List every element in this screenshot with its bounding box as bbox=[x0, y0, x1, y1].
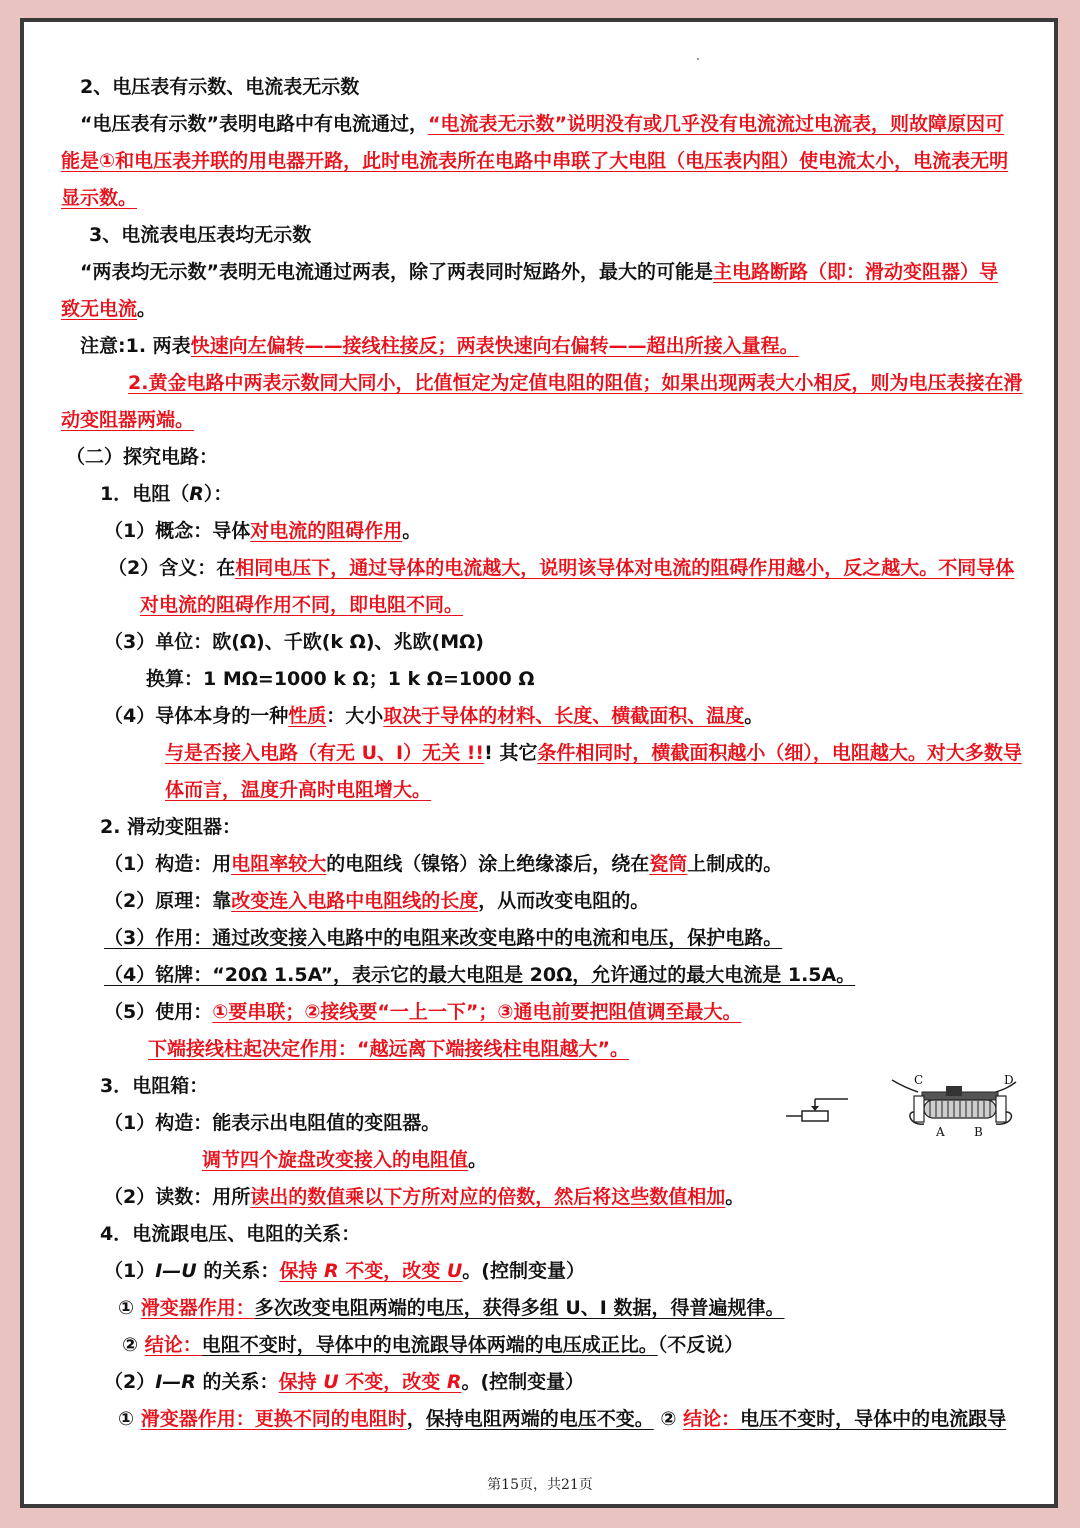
text-segment: 能是①和电压表并联的用电器开路，此时电流表所在电路中串联了大电阻（电压表内阻）使电流太小，电流表无明 bbox=[61, 150, 1009, 172]
text-segment: 多次改变电阻两端的电压，获得多组 U、I 数据，得普遍规律。 bbox=[254, 1297, 785, 1319]
text-segment: 。(控制变量） bbox=[462, 1260, 585, 1282]
text-segment: 3．电阻箱： bbox=[100, 1075, 209, 1097]
text-segment: 2、电压表有示数、电流表无示数 bbox=[80, 76, 360, 98]
text-segment: 体而言，温度升高时电阻增大。 bbox=[165, 779, 432, 801]
text-segment: 。(控制变量） bbox=[461, 1371, 585, 1393]
text-segment: 结论： bbox=[144, 1334, 202, 1356]
text-segment: 致无电流 bbox=[61, 298, 138, 320]
text-segment: 电压不变时，导体中的电流跟导 bbox=[740, 1408, 1007, 1430]
text-segment: I—U bbox=[155, 1260, 197, 1282]
text-segment: ， bbox=[406, 1408, 426, 1430]
text-line bbox=[61, 407, 194, 433]
text-segment: 不变，改变 bbox=[338, 1260, 447, 1282]
text-segment: （2）原理：靠 bbox=[104, 890, 232, 912]
text-line bbox=[100, 1073, 208, 1099]
text-line bbox=[140, 592, 463, 618]
text-segment: 。 bbox=[744, 705, 764, 727]
text-segment: 。 bbox=[468, 1149, 488, 1171]
text-segment: （2） bbox=[104, 1371, 156, 1393]
text-segment: 性质 bbox=[288, 705, 327, 727]
text-segment: 电阻不变时，导体中的电流跟导体两端的电压成正比。 bbox=[201, 1334, 658, 1356]
text-segment: （二）探究电路： bbox=[66, 446, 219, 468]
text-line bbox=[146, 666, 535, 692]
text-segment: ）： bbox=[203, 483, 233, 505]
text-line bbox=[80, 333, 799, 359]
text-segment: 滑变器作用： bbox=[140, 1297, 255, 1319]
text-line bbox=[104, 1369, 584, 1395]
text-segment: R bbox=[323, 1260, 339, 1282]
text-line bbox=[128, 370, 1022, 396]
text-segment: 对电流的阻碍作用 bbox=[250, 520, 403, 542]
sliding-rheostat-figure bbox=[884, 1072, 1024, 1144]
text-segment: 。 bbox=[402, 520, 422, 542]
text-segment: “电流表无示数”说明没有或几乎没有电流流过电流表，则故障原因可 bbox=[427, 113, 1004, 135]
text-segment: R bbox=[446, 1371, 462, 1393]
text-segment: ，从而改变电阻的。 bbox=[478, 890, 650, 912]
text-segment: 保持电阻两端的电压不变。 bbox=[425, 1408, 654, 1430]
text-segment: 条件相同时，横截面积越小（细），电阻越大。对大多数导 bbox=[537, 742, 1022, 764]
text-line bbox=[100, 481, 232, 507]
text-segment: 保持 bbox=[278, 1371, 324, 1393]
label-d: D bbox=[1004, 1073, 1014, 1087]
text-segment: 快速向左偏转——接线柱接反；两表快速向右偏转——超出所接入量程。 bbox=[190, 335, 799, 357]
text-segment: （1）概念：导体 bbox=[104, 520, 251, 542]
text-line bbox=[100, 814, 241, 840]
text-line bbox=[66, 444, 218, 470]
text-segment: “电压表有示数”表明电路中有电流通过， bbox=[80, 113, 428, 135]
speck bbox=[697, 58, 699, 60]
text-segment: 上制成的。 bbox=[687, 853, 783, 875]
text-segment: R bbox=[189, 483, 204, 505]
text-segment: 读出的数值乘以下方所对应的倍数，然后将这些数值相加 bbox=[250, 1186, 726, 1208]
text-line bbox=[104, 888, 649, 914]
text-line bbox=[118, 1295, 784, 1321]
text-segment: 换算：1 MΩ=1000 k Ω；1 k Ω=1000 Ω bbox=[146, 668, 535, 690]
text-segment: 2. 滑动变阻器： bbox=[100, 816, 242, 838]
text-line bbox=[108, 555, 1014, 581]
text-segment: 调节四个旋盘改变接入的电阻值 bbox=[202, 1149, 469, 1171]
label-a: A bbox=[936, 1125, 945, 1139]
text-segment: （不反说） bbox=[657, 1334, 744, 1356]
text-line bbox=[104, 851, 782, 877]
text-segment: 2.黄金电路中两表示数同大同小，比值恒定为定值电阻的阻值；如果出现两表大小相反，则为电压表接在滑 bbox=[128, 372, 1023, 394]
text-segment: U bbox=[446, 1260, 463, 1282]
text-segment: （1） bbox=[104, 1260, 156, 1282]
text-segment: 3、电流表电压表均无示数 bbox=[89, 224, 312, 246]
text-segment: 主电路断路（即：滑动变阻器）导 bbox=[712, 261, 998, 283]
text-segment: I—R bbox=[155, 1371, 196, 1393]
page-footer: 第15页，共21页 bbox=[487, 1477, 593, 1493]
text-line bbox=[122, 1332, 743, 1358]
text-line bbox=[104, 962, 855, 988]
text-segment: 。 bbox=[725, 1186, 745, 1208]
text-segment: ：大小 bbox=[326, 705, 384, 727]
text-segment: 的关系： bbox=[195, 1371, 279, 1393]
text-segment: 。 bbox=[137, 298, 157, 320]
text-line bbox=[202, 1147, 487, 1173]
text-segment: 注意:1. 两表 bbox=[80, 335, 191, 357]
label-c: C bbox=[914, 1073, 924, 1087]
text-segment: （1）构造：能表示出电阻值的变阻器。 bbox=[104, 1112, 441, 1134]
text-line bbox=[104, 925, 782, 951]
text-segment: （4）导体本身的一种 bbox=[104, 705, 289, 727]
text-segment: U bbox=[323, 1371, 339, 1393]
text-segment: （2）含义：在 bbox=[108, 557, 236, 579]
text-segment: （5）使用： bbox=[104, 1001, 213, 1023]
text-line bbox=[104, 703, 763, 729]
text-segment: 取决于导体的材料、长度、横截面积、温度 bbox=[383, 705, 745, 727]
text-segment: 相同电压下，通过导体的电流越大，说明该导体对电流的阻碍作用越小，反之越大。不同导体 bbox=[235, 557, 1015, 579]
text-line bbox=[104, 518, 421, 544]
text-segment: （3）单位：欧(Ω)、千欧(k Ω)、兆欧(MΩ) bbox=[104, 631, 484, 653]
text-line bbox=[104, 999, 741, 1025]
text-segment: 下端接线柱起决定作用：“越远离下端接线柱电阻越大”。 bbox=[148, 1038, 629, 1060]
text-line bbox=[80, 74, 359, 100]
text-line bbox=[61, 296, 156, 322]
text-segment: 结论： bbox=[683, 1408, 741, 1430]
rheostat-symbol-icon bbox=[782, 1094, 854, 1130]
text-segment: ① bbox=[118, 1408, 141, 1430]
text-line bbox=[104, 1110, 440, 1136]
text-segment: 的关系： bbox=[196, 1260, 280, 1282]
text-line bbox=[61, 185, 137, 211]
text-segment: ② bbox=[653, 1408, 684, 1430]
text-segment: 电阻率较大 bbox=[231, 853, 327, 875]
text-line bbox=[61, 148, 1008, 174]
text-segment: 显示数。 bbox=[61, 187, 138, 209]
text-line bbox=[148, 1036, 629, 1062]
text-segment: （1）构造：用 bbox=[104, 853, 232, 875]
text-segment: ① bbox=[118, 1297, 141, 1319]
text-line bbox=[165, 777, 431, 803]
text-segment: 的电阻线（镍铬）涂上绝缘漆后，绕在 bbox=[326, 853, 650, 875]
label-b: B bbox=[974, 1125, 983, 1139]
text-line bbox=[118, 1406, 1006, 1432]
text-segment: 改变连入电路中电阻线的长度 bbox=[231, 890, 479, 912]
text-segment: 对电流的阻碍作用不同，即电阻不同。 bbox=[140, 594, 464, 616]
text-line bbox=[165, 740, 1022, 766]
text-segment: （4）铭牌：“20Ω 1.5A”，表示它的最大电阻是 20Ω，允许通过的最大电流是 1.5A。 bbox=[104, 964, 856, 986]
text-line bbox=[104, 629, 484, 655]
text-segment: 4．电流跟电压、电阻的关系： bbox=[100, 1223, 361, 1245]
text-segment: “两表均无示数”表明无电流通过两表，除了两表同时短路外，最大的可能是 bbox=[80, 261, 713, 283]
text-segment: 滑变器作用：更换不同的电阻时 bbox=[140, 1408, 407, 1430]
text-line bbox=[104, 1258, 585, 1284]
text-segment: 瓷筒 bbox=[649, 853, 688, 875]
text-segment: ①要串联；②接线要“一上一下”；③通电前要把阻值调至最大。 bbox=[212, 1001, 742, 1023]
text-line bbox=[80, 111, 1004, 137]
text-line bbox=[104, 1184, 744, 1210]
text-segment: 动变阻器两端。 bbox=[61, 409, 195, 431]
text-segment: 与是否接入电路（有无 U、I）无关 !! bbox=[165, 742, 485, 764]
text-segment: ② bbox=[122, 1334, 145, 1356]
text-segment: （3）作用：通过改变接入电路中的电阻来改变电路中的电流和电压，保护电路。 bbox=[104, 927, 783, 949]
text-line bbox=[100, 1221, 360, 1247]
text-line bbox=[89, 222, 311, 248]
text-segment: 不变，改变 bbox=[338, 1371, 447, 1393]
text-segment: ! 其它 bbox=[484, 742, 538, 764]
text-segment: 1．电阻（ bbox=[100, 483, 190, 505]
text-segment: （2）读数：用所 bbox=[104, 1186, 251, 1208]
text-segment: 保持 bbox=[279, 1260, 324, 1282]
text-line bbox=[80, 259, 998, 285]
